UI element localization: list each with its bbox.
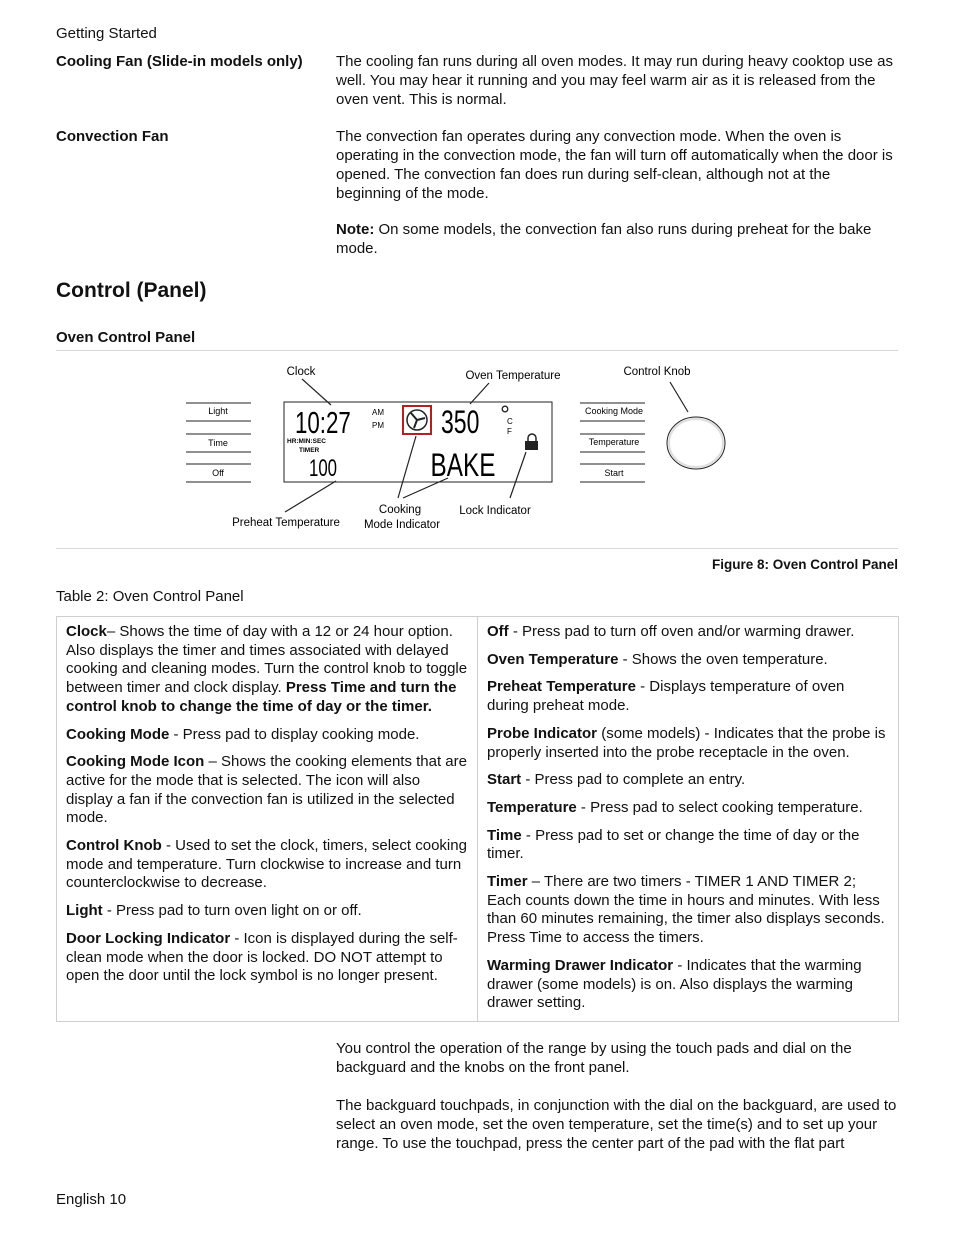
table-entry [487,957,889,1013]
entry-term: Cooking Mode [66,725,170,743]
entry-description: - Icon is displayed during the self-clean mode when the door is locked. DO NOT attempt to open the door until the lock symbol is no longer present. [66,929,458,985]
table-entry [487,623,889,642]
start-pad: Start [604,468,624,478]
convection-fan-text: The convection fan operates during any convection mode. When the oven is operating in the convection mode, the fan will turn off automatically when the door is opened. The convection fan does run during self-clean, although not at the beginning of the mode. [336,128,893,202]
entry-term: Start [487,771,522,789]
entry-description: – There are two timers - TIMER 1 AND TIMER 2; Each counts down the time in hours and minutes. With less than 60 minutes remaining, the timer also displays seconds. Press Time to access the timers. [487,873,885,947]
oven-temp-readout: 350 [441,404,480,440]
entry-term: Off [487,623,509,640]
light-pad: Light [208,406,228,416]
entry-description: - Shows the oven temperature. [618,650,828,668]
control-knob [667,417,725,469]
convection-fan-note [336,220,898,258]
entry-term: Warming Drawer Indicator [487,956,674,974]
entry-term: Light [66,902,103,920]
entry-description: - Press pad to select cooking temperature. [576,798,863,816]
entry-description: - Press pad to turn off oven and/or warming drawer. [508,623,855,640]
entry-description: - Indicates that the warming drawer (some models) is on. Also displays the warming drawer setting. [487,956,862,1012]
table-entry [66,902,468,921]
figure-bottom-rule [56,548,898,549]
cooling-fan-text: The cooling fan runs during all oven modes. It may run during heavy cooktop use as well. You may hear it running and you may feel warm air as it is released from the oven vent. This is normal. [336,53,893,108]
section-subtitle: Oven Control Panel [56,329,196,346]
preheat-temperature-callout: Preheat Temperature [232,517,340,529]
cooking-callout: Cooking [378,504,422,516]
page-footer: English 10 [56,1191,127,1208]
off-pad: Off [212,468,224,478]
am-indicator: AM [372,408,384,417]
entry-description: - Press pad to display cooking mode. [169,725,420,743]
body-paragraph-1: You control the operation of the range by using the touch pads and dial on the backguard and the knobs on the front panel. [336,1040,852,1076]
entry-description: - Used to set the clock, timers, select cooking mode and temperature. Turn clockwise to increase and turn counterclockwise to decrease. [66,837,467,892]
oven-control-table [56,616,899,1022]
table-entry [487,873,889,948]
control-knob-callout: Control Knob [623,366,691,378]
hrminsec-indicator: HR:MIN:SEC [287,438,326,445]
table-caption: Table 2: Oven Control Panel [56,588,244,605]
table-entry [66,726,468,745]
entry-term: Preheat Temperature [487,678,636,696]
lock-indicator-callout: Lock Indicator [459,505,531,517]
table-entry [487,827,889,864]
entry-description: - Displays temperature of oven during preheat mode. [487,678,845,715]
mode-indicator-callout: Mode Indicator [363,519,441,531]
table-right-column [478,617,899,1022]
table-entry [66,753,468,828]
fahrenheit-indicator: F [507,427,512,436]
figure-top-rule [56,350,898,351]
entry-term: Probe Indicator [487,724,598,742]
entry-term: Timer [487,873,528,891]
figure-caption: Figure 8: Oven Control Panel [711,557,898,572]
note-label: Note: [336,221,375,238]
note-text: On some models, the convection fan also runs during preheat for the bake mode. [336,221,872,257]
running-header: Getting Started [56,25,157,42]
pm-indicator: PM [372,421,384,430]
table-entry [487,799,889,818]
entry-term: Oven Temperature [487,650,619,668]
entry-term: Temperature [487,798,577,816]
convection-fan-label: Convection Fan [56,128,169,145]
table-entry [487,678,889,715]
temperature-pad: Temperature [588,437,640,447]
entry-term: Time [487,826,522,844]
time-pad: Time [208,438,228,448]
cooking-mode-pad: Cooking Mode [584,406,644,416]
preheat-readout: 100 [308,455,338,482]
celsius-indicator: C [507,417,513,426]
oven-control-panel-figure [0,355,954,545]
entry-term: Door Locking Indicator [66,929,231,947]
table-entry [487,651,889,670]
entry-description: - Press pad to turn oven light on or off. [102,902,362,920]
entry-emphasis: Press Time and turn the control knob to change the time of day or the timer. [66,679,457,715]
clock-callout: Clock [286,366,316,378]
table-left-column [57,617,478,1022]
oven-temperature-callout: Oven Temperature [465,370,561,382]
entry-description: - Press pad to complete an entry. [521,771,746,789]
timer-indicator: TIMER [299,447,320,454]
entry-term: Clock [66,623,107,640]
table-entry [487,725,889,762]
entry-description: (some models) - Indicates that the probe is properly inserted into the probe receptacle in the oven. [487,724,886,761]
entry-description: – Shows the time of day with a 12 or 24 hour option. Also displays the timer and times associated with delayed cooking and cleaning modes. Turn the control knob to toggle between timer and clock display. [66,623,468,697]
section-title: Control (Panel) [56,279,207,302]
entry-term: Control Knob [66,837,162,855]
mode-readout: BAKE [430,447,496,484]
table-entry [487,771,889,790]
entry-term: Cooking Mode Icon [66,753,205,771]
cooling-fan-label: Cooling Fan (Slide-in models only) [56,53,303,70]
table-entry [66,930,468,986]
clock-readout: 10:27 [295,405,351,440]
entry-description: - Press pad to set or change the time of day or the timer. [487,826,860,863]
table-entry [66,623,468,717]
entry-description: – Shows the cooking elements that are active for the mode that is selected. The icon will also display a fan if the convection fan is utilized in the selected mode. [66,753,467,827]
body-paragraph-2: The backguard touchpads, in conjunction with the dial on the backguard, are used to select an oven mode, set the oven temperature, set the time(s) and to set up your range. To use the touchpad, press the center part of the pad with the flat part [336,1097,897,1152]
table-entry [66,837,468,893]
